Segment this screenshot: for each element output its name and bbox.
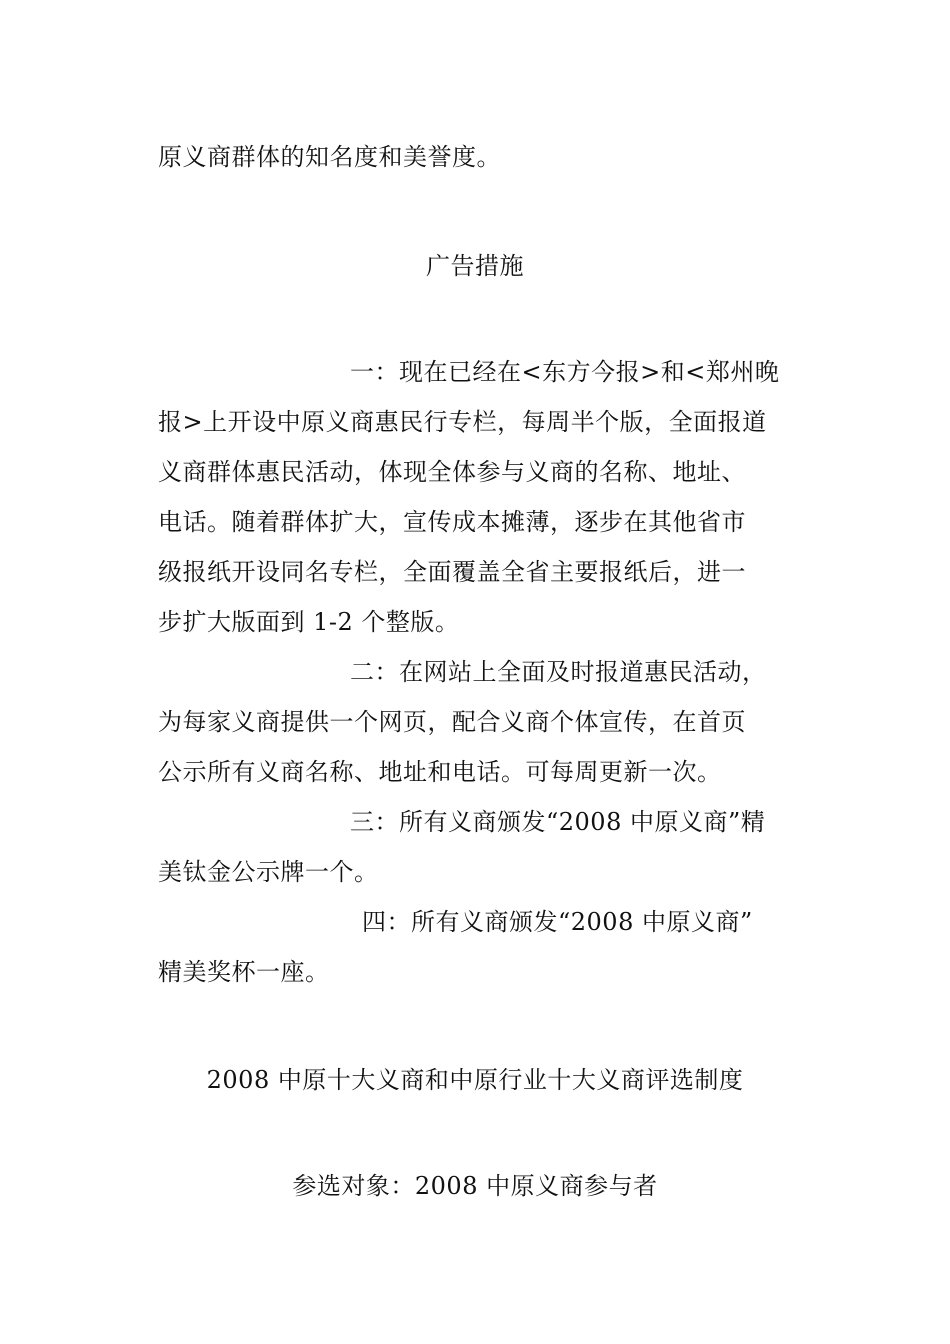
selection-target: 参选对象：2008 中原义商参与者 [292, 1172, 658, 1200]
item1-line5: 级报纸开设同名专栏，全面覆盖全省主要报纸后，进一 [158, 558, 746, 586]
item4-line1: 四：所有义商颁发“2008 中原义商” [362, 908, 753, 936]
section-heading-advertising: 广告措施 [426, 252, 524, 280]
item3-line2: 美钛金公示牌一个。 [158, 858, 379, 886]
intro-tail-text: 原义商群体的知名度和美誉度。 [158, 143, 501, 171]
item1-line4: 电话。随着群体扩大，宣传成本摊薄，逐步在其他省市 [158, 508, 746, 536]
item1-line3: 义商群体惠民活动，体现全体参与义商的名称、地址、 [158, 458, 746, 486]
selection-heading: 2008 中原十大义商和中原行业十大义商评选制度 [206, 1066, 744, 1094]
item2-line3: 公示所有义商名称、地址和电话。可每周更新一次。 [158, 758, 722, 786]
item4-line2: 精美奖杯一座。 [158, 958, 330, 986]
item1-line2: 报>上开设中原义商惠民行专栏，每周半个版，全面报道 [158, 408, 767, 436]
item2-line2: 为每家义商提供一个网页，配合义商个体宣传，在首页 [158, 708, 746, 736]
item3-line1: 三：所有义商颁发“2008 中原义商”精 [350, 808, 766, 836]
item2-line1: 二：在网站上全面及时报道惠民活动， [350, 658, 767, 686]
item1-line6: 步扩大版面到 1-2 个整版。 [158, 608, 460, 636]
item1-line1: 一：现在已经在<东方今报>和<郑州晚 [350, 358, 780, 386]
